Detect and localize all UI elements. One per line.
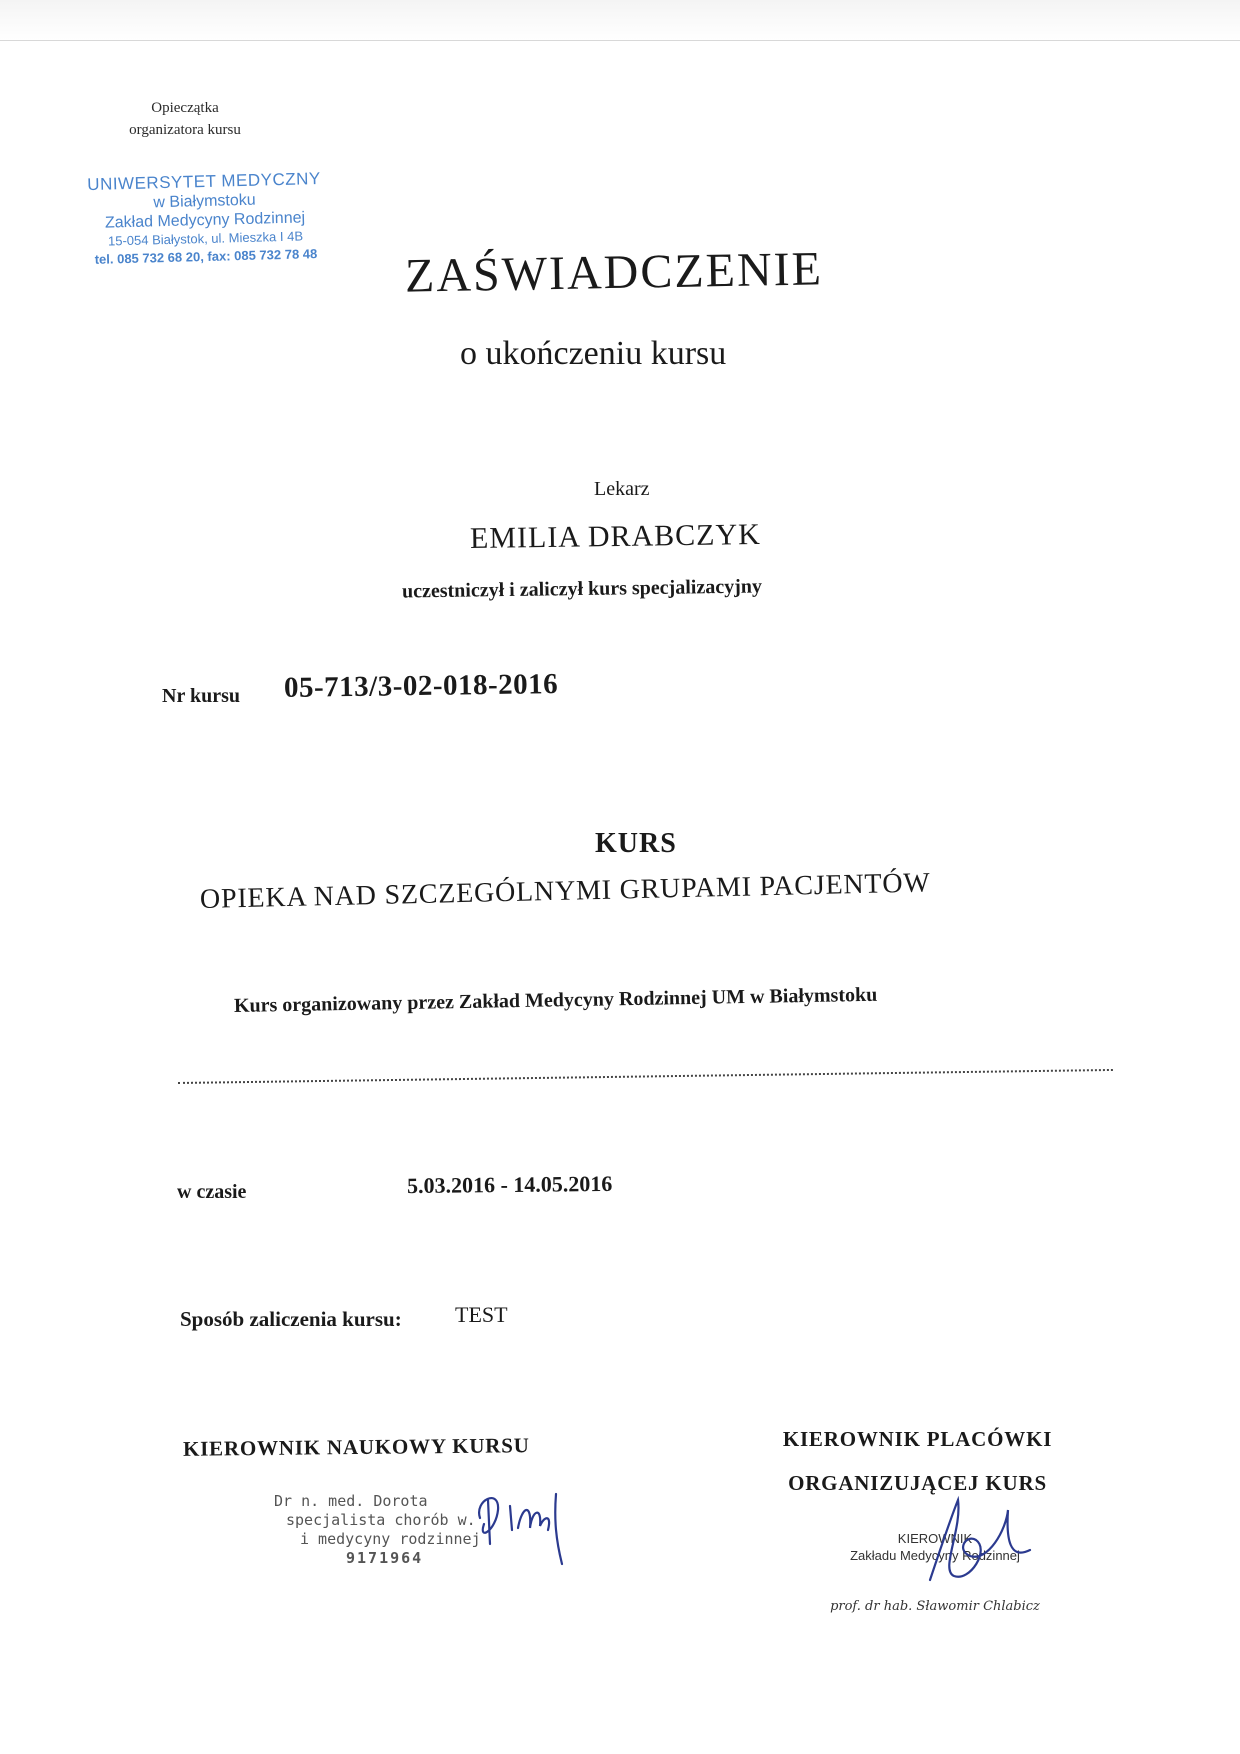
period-value: 5.03.2016 - 14.05.2016 xyxy=(406,1170,613,1199)
org-stamp-city: w Białymstoku xyxy=(153,191,256,212)
completion-method-value: TEST xyxy=(455,1302,508,1327)
scientific-head-signature xyxy=(470,1480,590,1570)
document-subtitle: o ukończeniu kursu xyxy=(460,335,727,372)
institution-head-heading: KIEROWNIK PLACÓWKI ORGANIZUJĄCEJ KURS xyxy=(782,1427,1053,1495)
doctor-stamp xyxy=(270,1492,481,1568)
organizer-stamp xyxy=(59,168,351,270)
doctor-stamp-line2: specjalista chorób w. xyxy=(286,1511,476,1529)
period-label: w czasie xyxy=(177,1181,247,1203)
document-title: ZAŚWIADCZENIE xyxy=(404,242,824,303)
doctor-stamp-number: 9171964 xyxy=(346,1549,424,1567)
doctor-stamp-line3: i medycyny rodzinnej xyxy=(300,1530,481,1548)
course-number-label: Nr kursu xyxy=(162,685,240,707)
recipient-profession: Lekarz xyxy=(594,478,650,500)
dotted-divider xyxy=(178,1069,1113,1084)
institution-stamp-name: prof. dr hab. Sławomir Chlabicz xyxy=(830,1599,1040,1614)
participation-statement: uczestniczył i zaliczył kurs specjalizacyjny xyxy=(401,575,763,603)
org-stamp-university: UNIWERSYTET MEDYCZNY xyxy=(87,168,321,195)
stamp-caption-line1: Opieczątka xyxy=(151,100,219,116)
scientific-head-heading: KIEROWNIK NAUKOWY KURSU xyxy=(182,1433,530,1461)
course-heading: KURS xyxy=(595,828,677,859)
institution-head-signature xyxy=(910,1490,1060,1600)
course-number-value: 05-713/3-02-018-2016 xyxy=(283,668,559,704)
stamp-caption xyxy=(120,97,250,141)
stamp-caption-line2: organizatora kursu xyxy=(129,122,241,138)
course-name: OPIEKA NAD SZCZEGÓLNYMI GRUPAMI PACJENTÓW xyxy=(199,867,931,915)
scan-top-edge xyxy=(0,0,1240,41)
doctor-stamp-line1: Dr n. med. Dorota xyxy=(274,1492,428,1510)
org-stamp-phone: tel. 085 732 68 20, fax: 085 732 78 48 xyxy=(94,246,318,267)
org-stamp-department: Zakład Medycyny Rodzinnej xyxy=(104,209,306,232)
institution-stamp-line2: Zakładu Medycyny Rodzinnej xyxy=(850,1548,1020,1563)
institution-stamp-line1: KIEROWNIK xyxy=(897,1531,973,1546)
recipient-name: EMILIA DRABCZYK xyxy=(469,517,762,556)
course-organizer: Kurs organizowany przez Zakład Medycyny Rodzinnej UM w Białymstoku xyxy=(233,983,878,1017)
completion-method-label: Sposób zaliczenia kursu: xyxy=(180,1307,402,1331)
org-stamp-address: 15-054 Białystok, ul. Mieszka I 4B xyxy=(107,228,304,249)
